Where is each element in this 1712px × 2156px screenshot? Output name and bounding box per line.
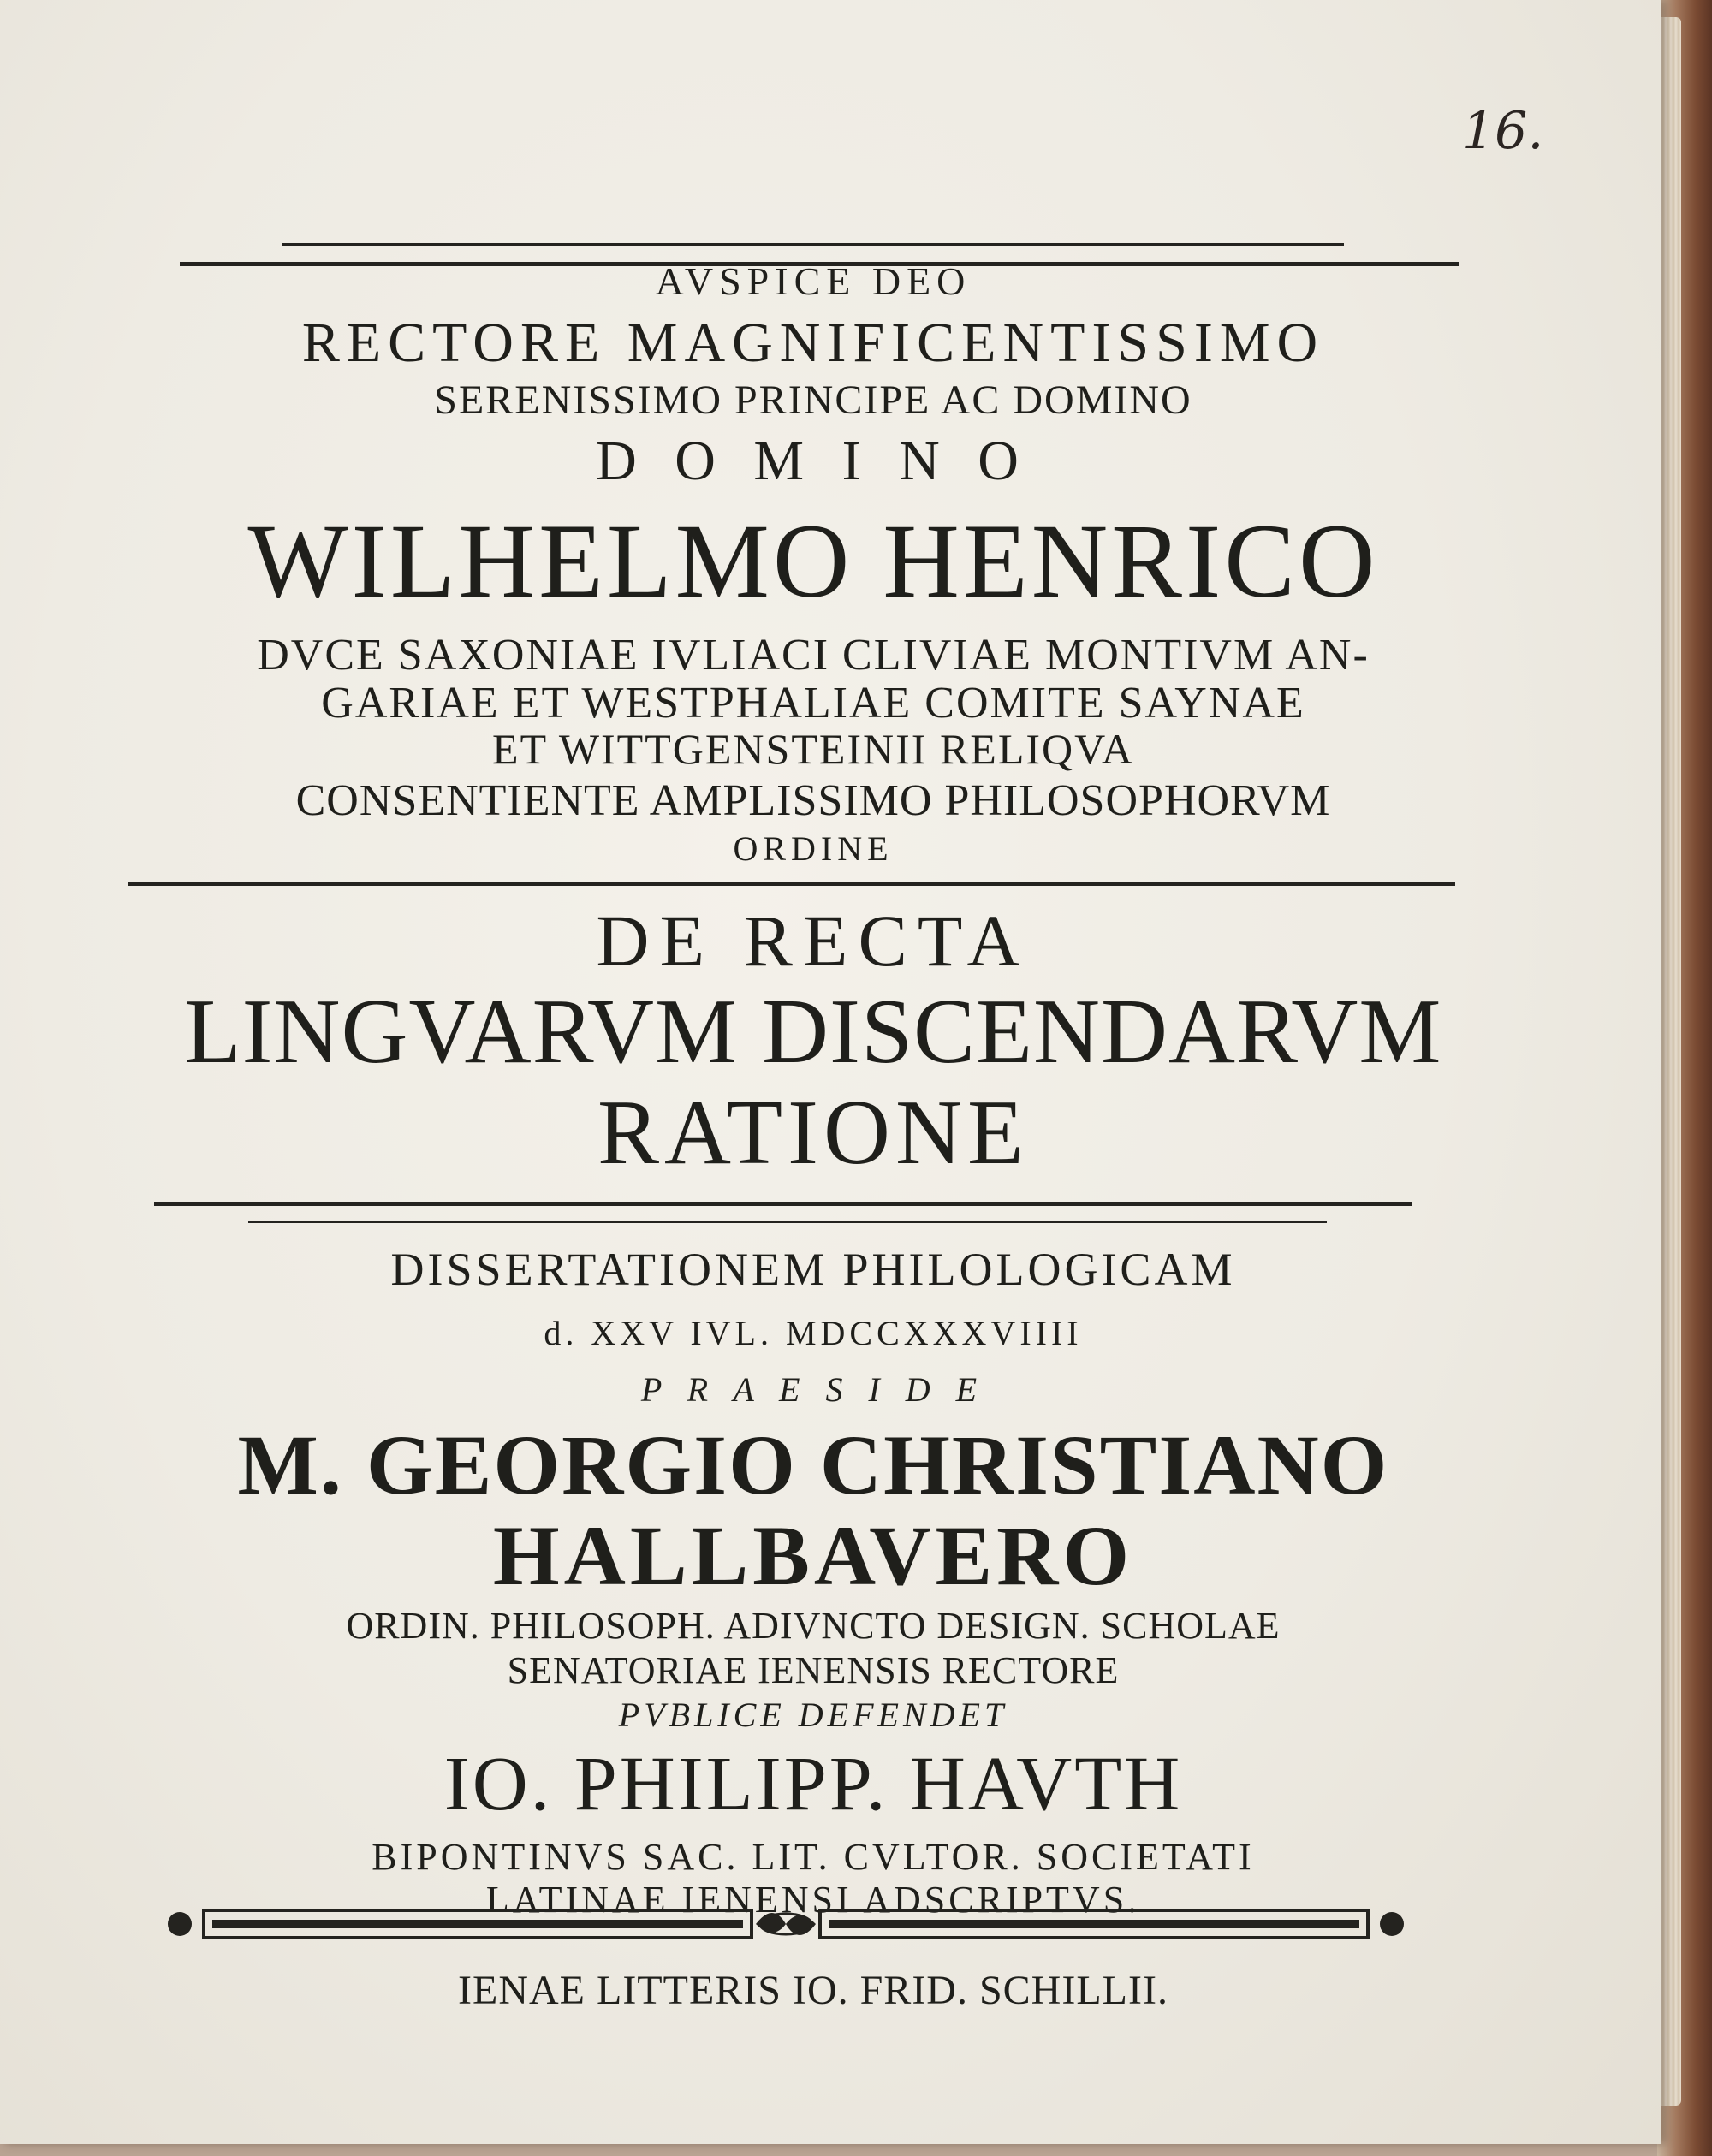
ordin-philosoph-line: ORDIN. PHILOSOPH. ADIVNCTO DESIGN. SCHOLAE [346, 1605, 1281, 1647]
imprint-line: IENAE LITTERIS IO. FRID. SCHILLII. [458, 1968, 1168, 2013]
folio-number: 16. [1462, 101, 1544, 161]
praeside-line: P R A E S I D E [640, 1370, 986, 1409]
dissertationem-line: DISSERTATIONEM PHILOLOGICAM [390, 1244, 1236, 1295]
bipontinvs-line: BIPONTINVS SAC. LIT. CVLTOR. SOCIETATI [372, 1836, 1255, 1878]
senatoriae-line: SENATORIAE IENENSIS RECTORE [507, 1649, 1120, 1691]
top-rule-upper [282, 243, 1344, 246]
serenissimo-line: SERENISSIMO PRINCIPE AC DOMINO [434, 377, 1192, 423]
domino-line: D O M I N O [596, 430, 1031, 492]
consentiente-line: CONSENTIENTE AMPLISSIMO PHILOSOPHORVM [295, 776, 1331, 825]
duce-saxoniae-line: DVCE SAXONIAE IVLIACI CLIVIAE MONTIVM AN- [257, 631, 1370, 680]
wilhelmo-henrico-line: WILHELMO HENRICO [247, 502, 1379, 620]
lingvarvm-line: LINGVARVM DISCENDARVM [184, 981, 1442, 1083]
lower-rule-lower [248, 1221, 1327, 1223]
gariae-line: GARIAE ET WESTPHALIAE COMITE SAYNAE [321, 679, 1305, 728]
ratione-line: RATIONE [597, 1082, 1029, 1184]
latinae-line: LATINAE IENENSI ADSCRIPTVS. [485, 1879, 1141, 1921]
middle-rule [128, 882, 1455, 886]
wittgensteinii-line: ET WITTGENSTEINII RELIQVA [492, 725, 1134, 773]
ordine-line: ORDINE [733, 829, 894, 868]
date-line: d. XXV IVL. MDCCXXXVIIII [544, 1314, 1083, 1352]
auspice-line: AVSPICE DEO [655, 259, 972, 303]
georgio-christiano-line: M. GEORGIO CHRISTIANO [237, 1417, 1389, 1512]
rectore-line: RECTORE MAGNIFICENTISSIMO [301, 312, 1325, 374]
de-recta-line: DE RECTA [596, 900, 1031, 982]
philipp-havth-line: IO. PHILIPP. HAVTH [443, 1742, 1183, 1826]
pvblice-defendet-line: PVBLICE DEFENDET [618, 1696, 1008, 1734]
ornament-band [161, 1898, 1411, 1950]
lower-rule-upper [154, 1202, 1412, 1206]
hallbavero-line: HALLBAVERO [492, 1508, 1134, 1603]
